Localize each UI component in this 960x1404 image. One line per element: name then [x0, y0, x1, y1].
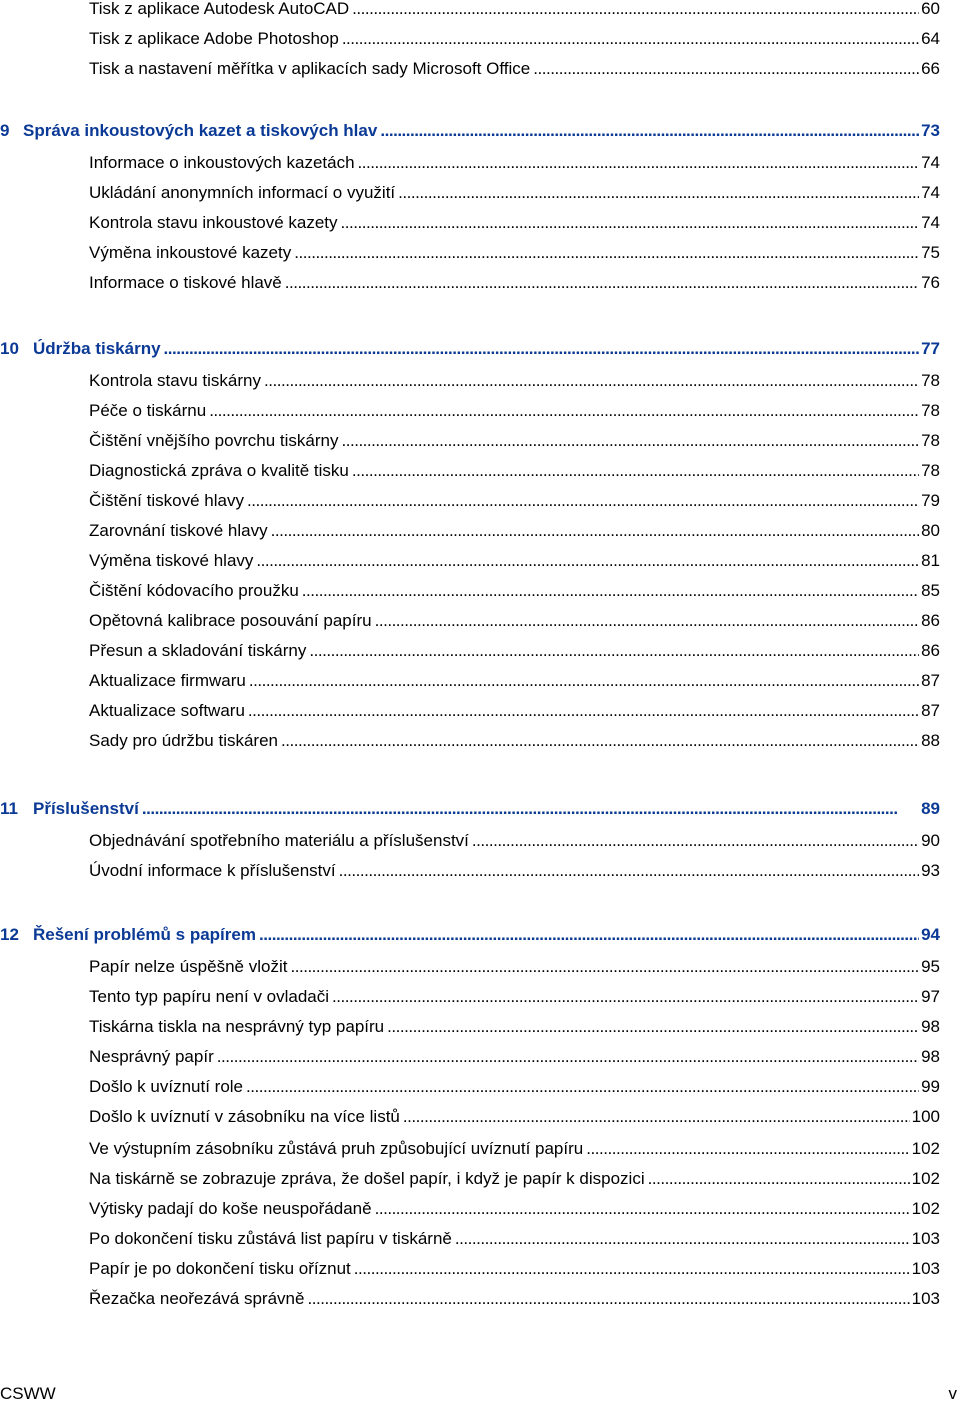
toc-entry-page: 100	[911, 1107, 940, 1126]
toc-chapter-entry[interactable]	[0, 924, 940, 946]
dot-leader	[217, 1046, 919, 1068]
toc-entry-page: 103	[911, 1259, 940, 1278]
toc-entry-title: Výměna inkoustové kazety	[89, 243, 292, 262]
toc-entry-page: 98	[921, 1017, 940, 1036]
toc-entry-page: 93	[921, 861, 940, 880]
toc-entry-page: 102	[911, 1169, 940, 1188]
toc-entry-title: Sady pro údržbu tiskáren	[89, 731, 278, 750]
toc-entry-page: 103	[911, 1229, 940, 1248]
toc-entry[interactable]	[89, 860, 940, 882]
toc-entry[interactable]	[89, 58, 940, 80]
toc-entry-title: Tiskárna tiskla na nesprávný typ papíru	[89, 1017, 385, 1036]
toc-entry-title: Čištění tiskové hlavy	[89, 491, 244, 510]
dot-leader	[248, 700, 919, 722]
toc-entry[interactable]	[89, 730, 940, 752]
dot-leader	[354, 1258, 910, 1280]
toc-entry-title: Výtisky padají do koše neuspořádaně	[89, 1199, 372, 1218]
toc-entry-title: Papír nelze úspěšně vložit	[89, 957, 288, 976]
chapter-number: 9	[0, 121, 10, 140]
toc-entry-page: 78	[921, 431, 940, 450]
dot-leader	[339, 860, 919, 882]
toc-entry-title: Tisk a nastavení měřítka v aplikacích sady Microsoft Office	[89, 59, 531, 78]
toc-entry[interactable]	[89, 0, 940, 20]
toc-entry-title: Objednávání spotřebního materiálu a příslušenství	[89, 831, 469, 850]
toc-entry[interactable]	[89, 640, 940, 662]
toc-entry-page: 95	[921, 957, 940, 976]
toc-entry[interactable]	[89, 956, 940, 978]
toc-entry-page: 97	[921, 987, 940, 1006]
toc-entry-title: Kontrola stavu tiskárny	[89, 371, 261, 390]
toc-entry-title: Informace o tiskové hlavě	[89, 273, 282, 292]
toc-entry[interactable]	[89, 550, 940, 572]
toc-entry-page: 64	[921, 29, 940, 48]
dot-leader	[281, 730, 919, 752]
dot-leader	[209, 400, 919, 422]
dot-leader	[403, 1106, 910, 1128]
toc-entry[interactable]	[89, 460, 940, 482]
toc-entry[interactable]	[89, 430, 940, 452]
toc-entry-title: Řezačka neořezává správně	[89, 1289, 305, 1308]
toc-entry-title: Informace o inkoustových kazetách	[89, 153, 355, 172]
chapter-number: 11	[0, 799, 18, 818]
toc-entry-title: Péče o tiskárnu	[89, 401, 207, 420]
toc-entry-title: Ve výstupním zásobníku zůstává pruh způsobující uvíznutí papíru	[89, 1139, 584, 1158]
toc-entry-page: 87	[921, 671, 940, 690]
footer-page-number: v	[948, 1384, 957, 1403]
toc-entry[interactable]	[89, 28, 940, 50]
toc-entry-page: 98	[921, 1047, 940, 1066]
toc-entry-title: Úvodní informace k příslušenství	[89, 861, 336, 880]
dot-leader	[264, 370, 919, 392]
dot-leader	[586, 1138, 909, 1160]
toc-entry-title: Přesun a skladování tiskárny	[89, 641, 307, 660]
toc-entry-title: Zarovnání tiskové hlavy	[89, 521, 268, 540]
toc-entry-title: Tisk z aplikace Autodesk AutoCAD	[89, 0, 350, 18]
toc-entry-title: Po dokončení tisku zůstává list papíru v tiskárně	[89, 1229, 452, 1248]
toc-entry-page: 103	[911, 1289, 940, 1308]
toc-entry-title: Diagnostická zpráva o kvalitě tisku	[89, 461, 349, 480]
toc-entry-title: Správa inkoustových kazet a tiskových hlav	[23, 121, 378, 140]
toc-chapter-entry[interactable]	[0, 338, 940, 360]
toc-entry-page: 60	[921, 0, 940, 18]
dot-leader	[472, 830, 919, 852]
dot-leader	[358, 152, 920, 174]
dot-leader	[387, 1016, 919, 1038]
toc-entry-page: 77	[921, 339, 940, 358]
toc-entry[interactable]	[89, 1168, 940, 1190]
dot-leader	[342, 28, 919, 50]
toc-entry[interactable]	[89, 1258, 940, 1280]
toc-entry[interactable]	[89, 272, 940, 294]
toc-entry-title: Papír je po dokončení tisku oříznut	[89, 1259, 351, 1278]
dot-leader	[271, 520, 919, 542]
toc-entry-title: Příslušenství	[33, 799, 139, 818]
toc-entry-title: Čištění kódovacího proužku	[89, 581, 299, 600]
dot-leader	[352, 0, 919, 20]
dot-leader	[341, 430, 919, 452]
toc-entry-page: 75	[921, 243, 940, 262]
toc-entry-page: 94	[921, 925, 940, 944]
toc-entry-title: Tisk z aplikace Adobe Photoshop	[89, 29, 339, 48]
dot-leader	[285, 272, 919, 294]
toc-entry[interactable]	[89, 1138, 940, 1160]
dot-leader	[375, 610, 920, 632]
toc-entry[interactable]	[89, 152, 940, 174]
toc-entry-title: Výměna tiskové hlavy	[89, 551, 254, 570]
toc-entry-title: Došlo k uvíznutí v zásobníku na více listů	[89, 1107, 400, 1126]
toc-entry-page: 74	[921, 183, 940, 202]
toc-entry-page: 73	[921, 121, 940, 140]
toc-entry[interactable]	[89, 610, 940, 632]
dot-leader	[249, 670, 919, 692]
dot-leader	[256, 550, 919, 572]
toc-chapter-entry[interactable]	[0, 798, 940, 820]
toc-entry[interactable]	[89, 1228, 940, 1250]
toc-entry[interactable]	[89, 986, 940, 1008]
toc-entry-page: 79	[921, 491, 940, 510]
toc-entry-page: 90	[921, 831, 940, 850]
dot-leader	[352, 460, 919, 482]
toc-entry-page: 78	[921, 461, 940, 480]
toc-entry-title: Ukládání anonymních informací o využití	[89, 183, 396, 202]
toc-entry[interactable]	[89, 1106, 940, 1128]
dot-leader	[142, 798, 919, 820]
toc-entry-page: 86	[921, 611, 940, 630]
toc-entry[interactable]	[89, 212, 940, 234]
toc-entry[interactable]	[89, 700, 940, 722]
toc-entry-page: 76	[921, 273, 940, 292]
toc-entry-title: Aktualizace firmwaru	[89, 671, 246, 690]
dot-leader	[247, 490, 919, 512]
toc-entry-page: 99	[921, 1077, 940, 1096]
dot-leader	[341, 212, 920, 234]
toc-entry[interactable]	[89, 1046, 940, 1068]
toc-entry-page: 80	[921, 521, 940, 540]
dot-leader	[332, 986, 919, 1008]
toc-entry-page: 81	[921, 551, 940, 570]
toc-entry-title: Tento typ papíru není v ovladači	[89, 987, 330, 1006]
toc-entry[interactable]	[89, 1288, 940, 1310]
toc-entry-title: Čištění vnějšího povrchu tiskárny	[89, 431, 339, 450]
dot-leader	[375, 1198, 910, 1220]
dot-leader	[455, 1228, 910, 1250]
dot-leader	[259, 924, 919, 946]
toc-entry[interactable]	[89, 520, 940, 542]
toc-entry-page: 88	[921, 731, 940, 750]
toc-entry[interactable]	[89, 242, 940, 264]
toc-entry-page: 87	[921, 701, 940, 720]
dot-leader	[307, 1288, 909, 1310]
chapter-number: 10	[0, 339, 19, 358]
dot-leader	[648, 1168, 910, 1190]
toc-entry[interactable]	[89, 490, 940, 512]
toc-entry-title: Údržba tiskárny	[33, 339, 161, 358]
toc-entry-page: 102	[911, 1139, 940, 1158]
toc-entry[interactable]	[89, 1198, 940, 1220]
toc-entry-page: 74	[921, 213, 940, 232]
toc-entry-page: 66	[921, 59, 940, 78]
dot-leader	[302, 580, 919, 602]
dot-leader	[164, 338, 920, 360]
toc-entry-title: Došlo k uvíznutí role	[89, 1077, 244, 1096]
dot-leader	[398, 182, 919, 204]
toc-entry-page: 86	[921, 641, 940, 660]
toc-entry[interactable]	[89, 400, 940, 422]
toc-entry[interactable]	[89, 370, 940, 392]
toc-entry-page: 102	[911, 1199, 940, 1218]
toc-entry-title: Opětovná kalibrace posouvání papíru	[89, 611, 372, 630]
toc-entry-page: 78	[921, 371, 940, 390]
toc-entry-title: Na tiskárně se zobrazuje zpráva, že došel papír, i když je papír k dispozici	[89, 1169, 645, 1188]
toc-entry-page: 74	[921, 153, 940, 172]
toc-entry-title: Nesprávný papír	[89, 1047, 214, 1066]
toc-entry[interactable]	[89, 182, 940, 204]
toc-entry[interactable]	[89, 830, 940, 852]
dot-leader	[294, 242, 919, 264]
dot-leader	[533, 58, 919, 80]
footer-label: CSWW	[0, 1384, 56, 1403]
dot-leader	[380, 120, 919, 142]
dot-leader	[290, 956, 919, 978]
toc-entry-page: 89	[921, 799, 940, 818]
toc-entry-title: Aktualizace softwaru	[89, 701, 245, 720]
toc-entry[interactable]	[89, 670, 940, 692]
toc-entry[interactable]	[89, 1016, 940, 1038]
dot-leader	[246, 1076, 919, 1098]
toc-entry-title: Řešení problémů s papírem	[33, 925, 256, 944]
toc-chapter-entry[interactable]	[0, 120, 940, 142]
toc-entry[interactable]	[89, 1076, 940, 1098]
toc-entry[interactable]	[89, 580, 940, 602]
toc-entry-page: 78	[921, 401, 940, 420]
toc-entry-page: 85	[921, 581, 940, 600]
chapter-number: 12	[0, 925, 19, 944]
toc-entry-title: Kontrola stavu inkoustové kazety	[89, 213, 338, 232]
dot-leader	[309, 640, 919, 662]
